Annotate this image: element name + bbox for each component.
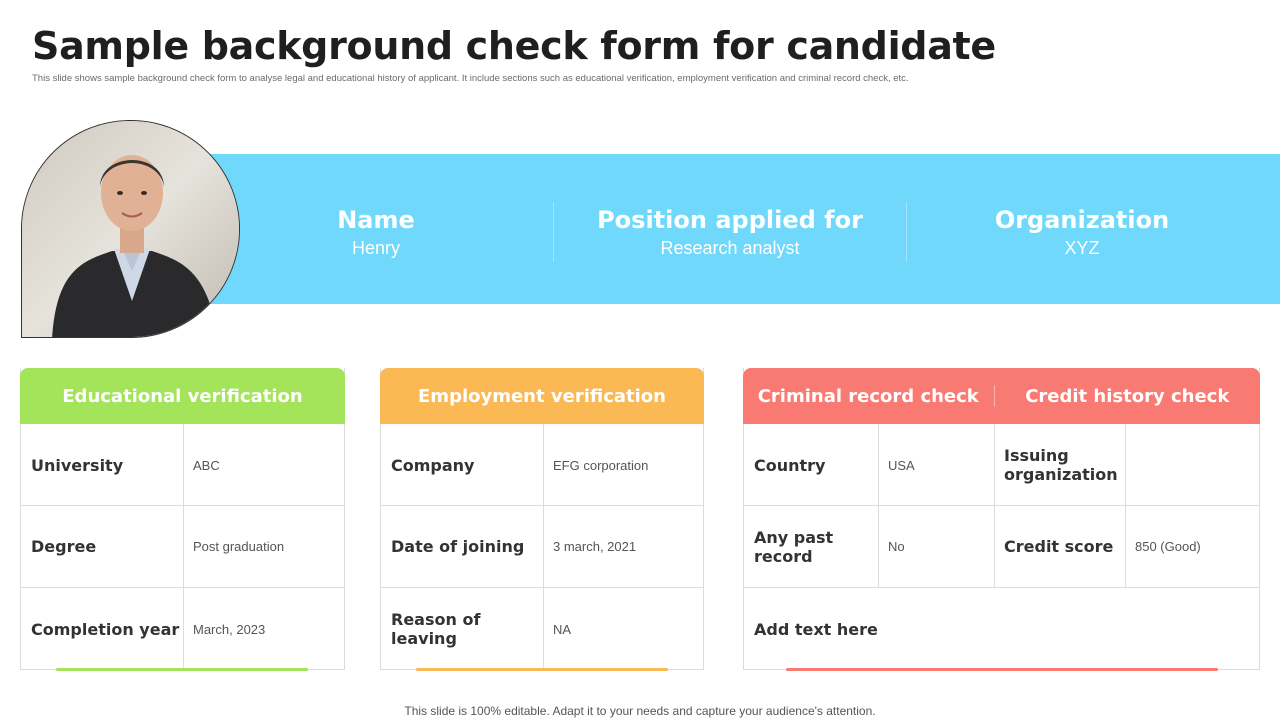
criminal-credit-header: [743, 368, 1260, 424]
employment-card: [380, 368, 704, 670]
table-row: [744, 424, 1259, 506]
completion-year-key: Completion year: [31, 619, 180, 639]
reason-of-leaving-value: NA: [553, 621, 572, 637]
position-label: Position applied for: [597, 206, 863, 234]
table-row: [381, 587, 703, 670]
organization-value: XYZ: [1064, 238, 1100, 258]
credit-score-value: 850 (Good): [1135, 539, 1201, 554]
table-row: [381, 505, 703, 587]
table-row: [21, 587, 344, 670]
table-row: [744, 587, 1259, 670]
organization-field: [932, 206, 1232, 259]
completion-year-value: March, 2023: [193, 621, 266, 637]
date-of-joining-value: 3 march, 2021: [553, 539, 637, 554]
position-value: Research analyst: [660, 238, 800, 258]
reason-of-leaving-key: Reason of leaving: [391, 610, 481, 648]
employment-heading: Employment verification: [380, 368, 704, 424]
education-accent-bar: [56, 668, 308, 671]
organization-label: Organization: [994, 206, 1170, 234]
credit-score-key: Credit score: [1004, 537, 1114, 556]
university-value: ABC: [193, 457, 220, 473]
banner-divider: [553, 202, 554, 262]
add-text-placeholder: Add text here: [754, 619, 878, 639]
any-past-record-value: No: [888, 539, 905, 554]
criminal-accent-bar: [786, 668, 1218, 671]
company-key: Company: [391, 455, 475, 475]
issuing-organization-key: Issuing organization: [1004, 446, 1118, 484]
credit-heading: Credit history check: [1025, 385, 1230, 407]
candidate-banner: [170, 154, 1280, 304]
education-card: [20, 368, 345, 670]
name-field: [226, 206, 526, 259]
position-field: [580, 206, 880, 259]
footer-note: This slide is 100% editable. Adapt it to your needs and capture your audience's attention.: [404, 704, 876, 718]
any-past-record-key: Any past record: [754, 527, 834, 566]
table-row: [21, 505, 344, 587]
company-value: EFG corporation: [553, 457, 649, 473]
country-value: USA: [888, 457, 915, 473]
education-heading: Educational verification: [20, 368, 345, 424]
candidate-photo: [21, 120, 240, 338]
issuing-organization-value: [1125, 424, 1259, 506]
banner-divider: [906, 202, 907, 262]
name-value: Henry: [351, 238, 400, 258]
page-title: Sample background check form for candidate: [32, 24, 996, 68]
table-row: [21, 424, 344, 506]
date-of-joining-key: Date of joining: [391, 537, 525, 556]
criminal-heading: Criminal record check: [757, 385, 979, 407]
name-label: Name: [337, 206, 415, 234]
criminal-credit-card: [743, 368, 1260, 670]
table-row: [381, 424, 703, 506]
table-row: [744, 505, 1259, 587]
degree-key: Degree: [31, 537, 97, 556]
country-key: Country: [754, 455, 826, 475]
university-key: University: [31, 455, 124, 475]
employment-accent-bar: [416, 668, 668, 671]
page-subtitle: This slide shows sample background check form to analyse legal and educational history of applicant. It include sections such as educational verification, employment verification and criminal record check, etc.: [32, 73, 909, 84]
degree-value: Post graduation: [193, 539, 285, 554]
person-icon: [22, 121, 240, 338]
